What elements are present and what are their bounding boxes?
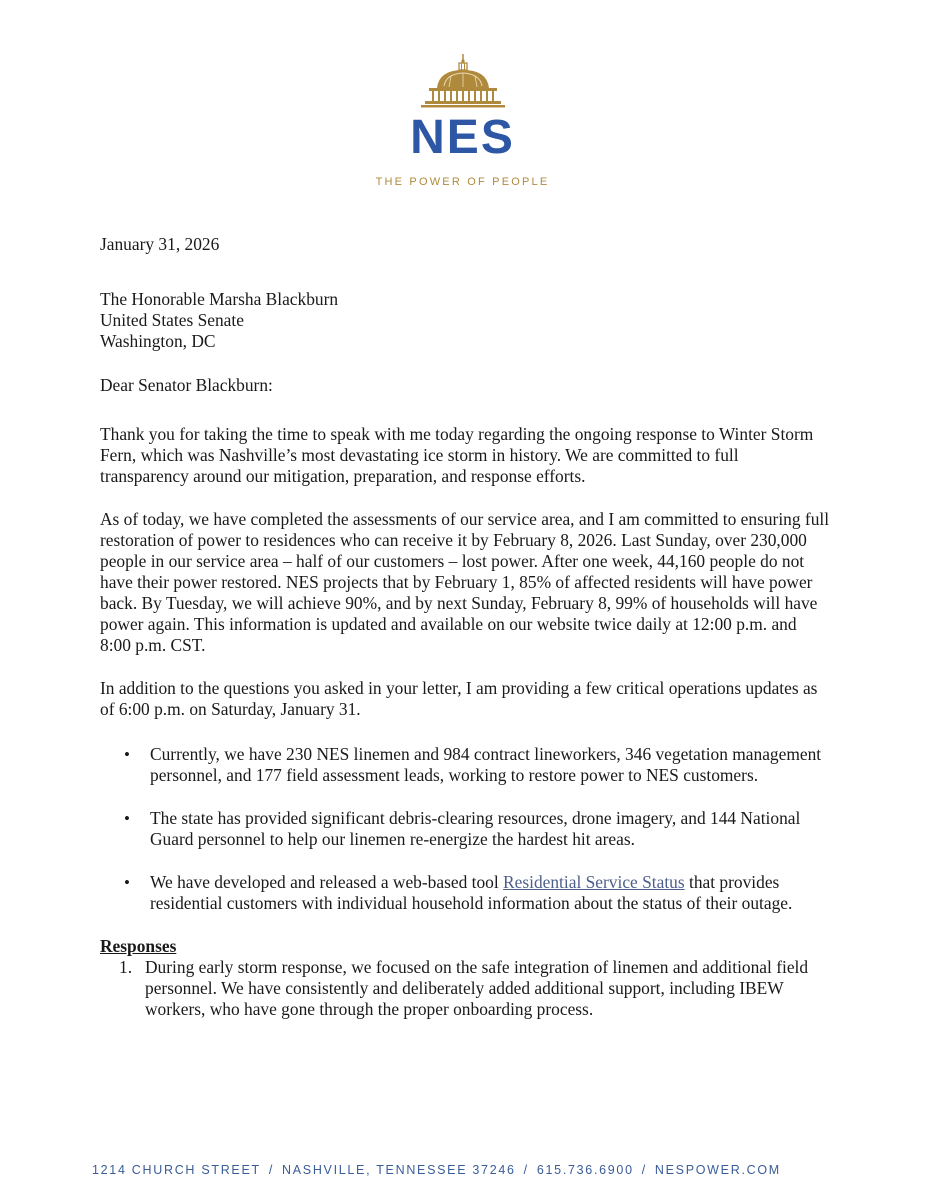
footer-separator: / bbox=[641, 1163, 647, 1177]
recipient-address bbox=[100, 289, 830, 352]
bullet-text-before-link: We have developed and released a web-based tool bbox=[150, 872, 504, 892]
bullet-marker: • bbox=[124, 809, 130, 828]
bullet-text: The state has provided significant debris-clearing resources, drone imagery, and 144 National Guard personnel to help our linemen re-energize the hardest hit areas. bbox=[150, 808, 801, 849]
footer-phone: 615.736.6900 bbox=[536, 1163, 634, 1177]
bullet-text: Currently, we have 230 NES linemen and 984 contract lineworkers, 346 vegetation management personnel, and 177 field assessment leads, working to restore power to NES customers. bbox=[150, 744, 822, 785]
brand-name: NES bbox=[410, 111, 515, 164]
recipient-location: Washington, DC bbox=[100, 331, 216, 351]
list-item bbox=[124, 744, 830, 786]
letter-date: January 31, 2026 bbox=[100, 234, 220, 254]
paragraph-restoration: As of today, we have completed the assessments of our service area, and I am committed to ensuring full restoration of power to residences who can receive it by February 8, 2026. Last Sunday, over 230,000 people in our service area – half of our customers – lost power. After one week, 44,160 people do not have their power restored. NES projects that by February 1, 85% of affected residents will have power back. By Tuesday, we will achieve 90%, and by next Sunday, February 8, 99% of households will have power again. This information is updated and available on our website twice daily at 12:00 p.m. and 8:00 p.m. CST. bbox=[100, 509, 830, 655]
operations-updates-list bbox=[100, 744, 830, 914]
capitol-dome-icon bbox=[415, 52, 511, 110]
response-text: During early storm response, we focused on the safe integration of linemen and additional field personnel. We have consistently and deliberately added additional support, including IBEW workers, who have gone through the proper onboarding process. bbox=[145, 957, 809, 1019]
bullet-text-after-link: that provides residential customers with individual household information about the status of their outage. bbox=[150, 872, 793, 913]
list-item bbox=[119, 957, 830, 1020]
list-item bbox=[124, 872, 830, 914]
salutation: Dear Senator Blackburn: bbox=[100, 375, 273, 395]
letterhead-footer bbox=[92, 1163, 832, 1177]
letter-body bbox=[100, 234, 830, 1020]
paragraph-intro: Thank you for taking the time to speak with me today regarding the ongoing response to Winter Storm Fern, which was Nashville’s most devastating ice storm in history. We are committed to full transparency around our mitigation, preparation, and response efforts. bbox=[100, 424, 814, 486]
tagline: THE POWER OF PEOPLE bbox=[375, 176, 550, 188]
recipient-org: United States Senate bbox=[100, 310, 244, 330]
responses-list bbox=[100, 957, 830, 1020]
footer-separator: / bbox=[268, 1163, 275, 1177]
response-number: 1. bbox=[119, 957, 133, 977]
bullet-marker: • bbox=[124, 873, 130, 892]
recipient-name: The Honorable Marsha Blackburn bbox=[100, 289, 339, 309]
paragraph-updates: In addition to the questions you asked in your letter, I am providing a few critical operations updates as of 6:00 p.m. on Saturday, January 31. bbox=[100, 678, 818, 719]
letterhead bbox=[0, 52, 925, 188]
footer-city: NASHVILLE, TENNESSEE 37246 bbox=[282, 1163, 516, 1177]
footer-address: 1214 CHURCH STREET bbox=[92, 1163, 261, 1177]
footer-website[interactable]: NESPOWER.COM bbox=[654, 1163, 781, 1177]
footer-separator: / bbox=[523, 1163, 529, 1177]
bullet-marker: • bbox=[124, 745, 130, 764]
responses-heading: Responses bbox=[100, 936, 177, 956]
residential-service-status-link[interactable]: Residential Service Status bbox=[503, 872, 685, 892]
list-item bbox=[124, 808, 830, 850]
